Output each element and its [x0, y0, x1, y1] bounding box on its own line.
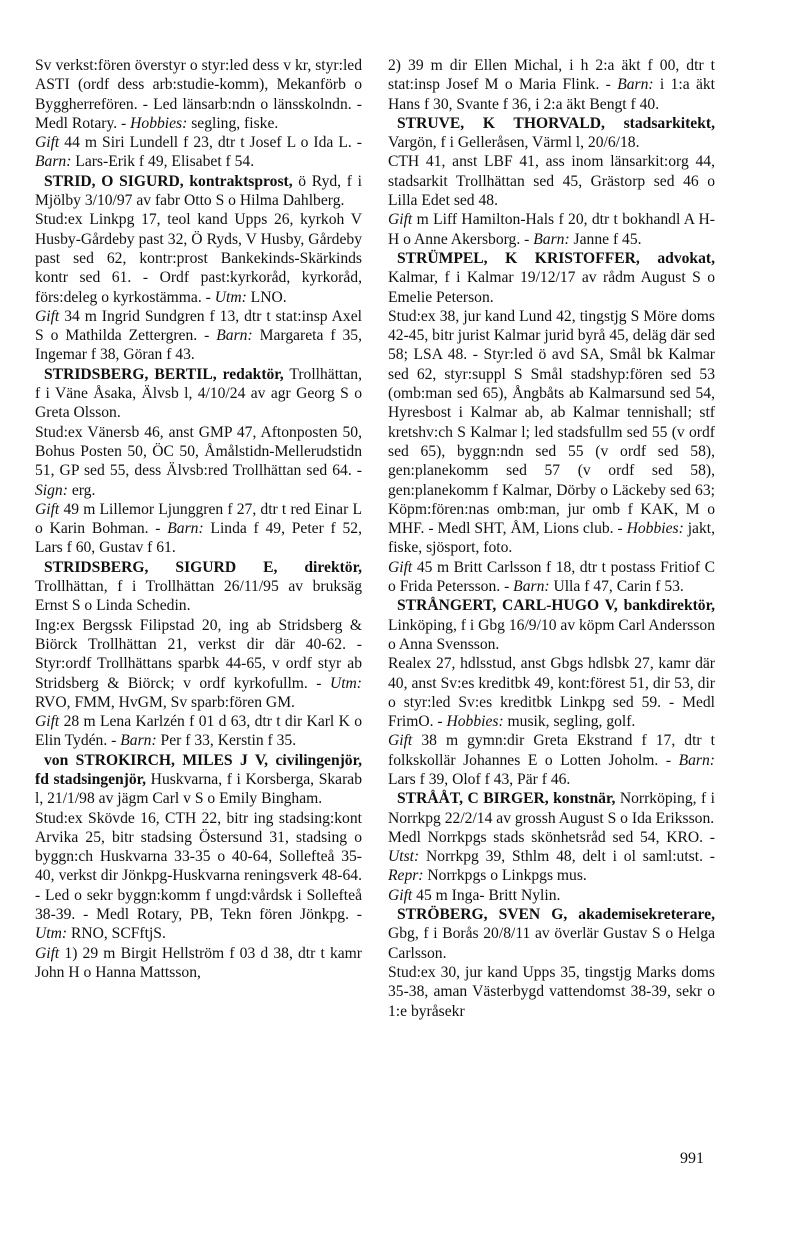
entry-stridsberg-sigurd: STRIDSBERG, SIGURD E, direktör, Trollhättan, f i Trollhättan 26/11/95 av bruksäg Ernst S o Linda Schedin. Ing:ex Bergssk Filipstad 20, ing ab Stridsberg & Biörck Trollhättan 21, verkst dir där 40-62. - Styr:ordf Trollhättans sparbk 44-65, v ordf styr ab Stridsberg & Biörck; v ordf kyrkofullm. - Utm: RVO, FMM, HvGM, Sv sparb:fören GM. Gift 28 m Lena Karlzén f 01 d 63, dtr t dir Karl K o Elin Tydén. - Barn: Per f 33, Kerstin f 35. — [35, 558, 362, 750]
entry-stridsberg-bertil: STRIDSBERG, BERTIL, redaktör, Trollhättan, f i Väne Åsaka, Älvsb l, 4/10/24 av agr Georg S o Greta Olsson. Stud:ex Vänersb 46, anst GMP 47, Aftonposten 50, Bohus Posten 50, ÖC 50, Åmålstidn-Mellerudstidn 51, GP sed 55, dess Älvsb:red Trollhättan sed 64. - Sign: erg. Gift 49 m Lillemor Ljunggren f 27, dtr t red Einar L o Karin Bohman. - Barn: Linda f 49, Peter f 52, Lars f 60, Gustav f 61. — [35, 365, 363, 557]
entry-continuation: 2) 39 m dir Ellen Michal, i h 2:a äkt f 00, dtr t stat:insp Josef M o Maria Flink. - Barn: i 1:a äkt Hans f 30, Svante f 36, i 2:a äkt Bengt f 40. — [388, 57, 715, 113]
entry-name: STRIDSBERG, SIGURD E, direktör, — [44, 558, 362, 576]
entry-name: STRID, O SIGURD, kontraktsprost, — [44, 172, 293, 190]
entry-von-strokirch: von STROKIRCH, MILES J V, civilingenjör, fd stadsingenjör, Huskvarna, f i Korsberga, Skarab l, 21/1/98 av jägm Carl v S o Emily Bingham. Stud:ex Skövde 16, CTH 22, bitr ing stadsing:kont Arvika 25, bitr stadsing Östersund 31, stadsing o byggn:ch Huskvarna 33-35 o 40-64, Sollefteå 35-40, verkst dir Jönkpg-Huskvarna reningsverk 48-64. - Led o sekr byggn:komm f ungd:vårdsk i Sollefteå 38-39. - Medl Rotary, PB, Tekn fören Jönkpg. - Utm: RNO, SCFftjS. Gift 1) 29 m Birgit Hellström f 03 d 38, dtr t kamr John H o Hanna Mattsson, — [35, 751, 362, 981]
entry-strangert: STRÅNGERT, CARL-HUGO V, bankdirektör, Linköping, f i Gbg 16/9/10 av köpm Carl Andersson o Anna Svensson. Realex 27, hdlsstud, anst Gbgs hdlsbk 27, kamr där 40, anst Sv:es kreditbk 49, kont:förest 51, dir 53, dir o styr:led Sv:es kreditbk Linkpg sed 59. - Medl FrimO. - Hobbies: musik, segling, golf. Gift 38 m gymn:dir Greta Ekstrand f 17, dtr t folkskollär Johannes E o Lotten Joholm. - Barn: Lars f 39, Olof f 43, Pär f 46. — [388, 597, 716, 788]
entry-name: von STROKIRCH, MILES J V, civilingenjör, fd stadsingenjör, — [35, 751, 362, 788]
right-column — [388, 56, 715, 1021]
entry-name: STRÅÅT, C BIRGER, konstnär, — [397, 790, 616, 808]
entry-strid-o-sigurd: STRID, O SIGURD, kontraktsprost, ö Ryd, f i Mjölby 3/10/97 av fabr Otto S o Hilma Dahlberg. Stud:ex Linkpg 17, teol kand Upps 26, kyrkoh V Husby-Gårdeby past 32, Ö Ryds, V Husby, Gårdeby past sed 62, kontr:prost Bankekinds-Skärkinds kontr sed 61. - Ordf past:kyrkoråd, kyrkoråd, förs:deleg o kyrkostämma. - Utm: LNO. Gift 34 m Ingrid Sundgren f 13, dtr t stat:insp Axel S o Mathilda Zettergren. - Barn: Margareta f 35, Ingemar f 38, Göran f 43. — [35, 172, 362, 364]
entry-struve: STRUVE, K THORVALD, stadsarkitekt, Vargön, f i Gelleråsen, Värml l, 20/6/18. CTH 41, anst LBF 41, ass inom länsarkit:org 44, stadsarkit Trollhättan sed 45, Grästorp sed 46 o Lilla Edet sed 48. Gift m Liff Hamilton-Hals f 20, dtr t bokhandl A H-H o Anne Akersborg. - Barn: Janne f 45. — [388, 114, 715, 248]
entry-name: STRÖBERG, SVEN G, akademisekreterare, — [397, 906, 715, 924]
entry-straat: STRÅÅT, C BIRGER, konstnär, Norrköping, f i Norrkpg 22/2/14 av grossh August S o Ida Eriksson. Medl Norrkpgs stads skönhetsråd sed 54, KRO. - Utst: Norrkpg 39, Sthlm 48, delt i ol saml:utst. - Repr: Norrkpgs o Linkpgs mus. Gift 45 m Inga- Britt Nylin. — [388, 790, 715, 904]
left-column — [35, 56, 362, 982]
entry-name: STRÅNGERT, CARL-HUGO V, bankdirektör, — [397, 597, 715, 615]
entry-continuation: Sv verkst:fören överstyr o styr:led dess v kr, styr:led ASTI (ordf dess arb:studie-komm), Mekanförb o Byggherrefören. - Led länsarb:ndn o länsskolndn. - Medl Rotary. - Hobbies: segling, fiske. Gift 44 m Siri Lundell f 23, dtr t Josef L o Ida L. - Barn: Lars-Erik f 49, Elisabet f 54. — [35, 57, 362, 171]
entry-strumpel: STRÜMPEL, K KRISTOFFER, advokat, Kalmar, f i Kalmar 19/12/17 av rådm August S o Emelie Peterson. Stud:ex 38, jur kand Lund 42, tingstjg S Möre doms 42-45, bitr jurist Kalmar jurid byrå 45, deläg där sed 58; LSA 48. - Styr:led ö avd SA, Smål bk Kalmar sed 62, styr:suppl S Smål stadshyp:fören sed 53 (omb:man sed 65), Ångbåts ab Kalmarsund sed 54, Hyresbost i Kalmar ab, ab Kalmar tennishall; stf kretshv:ch S Kalmar l; led stadsfullm sed 55 (v ordf sed 65), byggn:ndn sed 55 (v ordf sed 58), gen:planekomm sed 57 (v ordf sed 58), gen:planekomm f Kalmar, Dörby o Läckeby sed 63; Köpm:fören:nas omb:man, jur omb f KAK, M o MHF. - Medl SHT, ÅM, Lions club. - Hobbies: jakt, fiske, sjösport, foto. Gift 45 m Britt Carlsson f 18, dtr t postass Fritiof C o Frida Petersson. - Barn: Ulla f 47, Carin f 53. — [388, 249, 715, 596]
entry-name: STRUVE, K THORVALD, stadsarkitekt, — [397, 114, 715, 132]
entry-stroberg: STRÖBERG, SVEN G, akademisekreterare, Gbg, f i Borås 20/8/11 av överlär Gustav S o Helga Carlsson. Stud:ex 30, jur kand Upps 35, tingstjg Marks doms 35-38, aman Västerbygd vattendomst 38-39, sekr o 1:e byråsekr — [388, 906, 715, 1020]
page-number: 991 — [680, 1150, 704, 1167]
entry-name: STRÜMPEL, K KRISTOFFER, advokat, — [397, 249, 715, 267]
entry-name: STRIDSBERG, BERTIL, redaktör, — [44, 365, 284, 383]
